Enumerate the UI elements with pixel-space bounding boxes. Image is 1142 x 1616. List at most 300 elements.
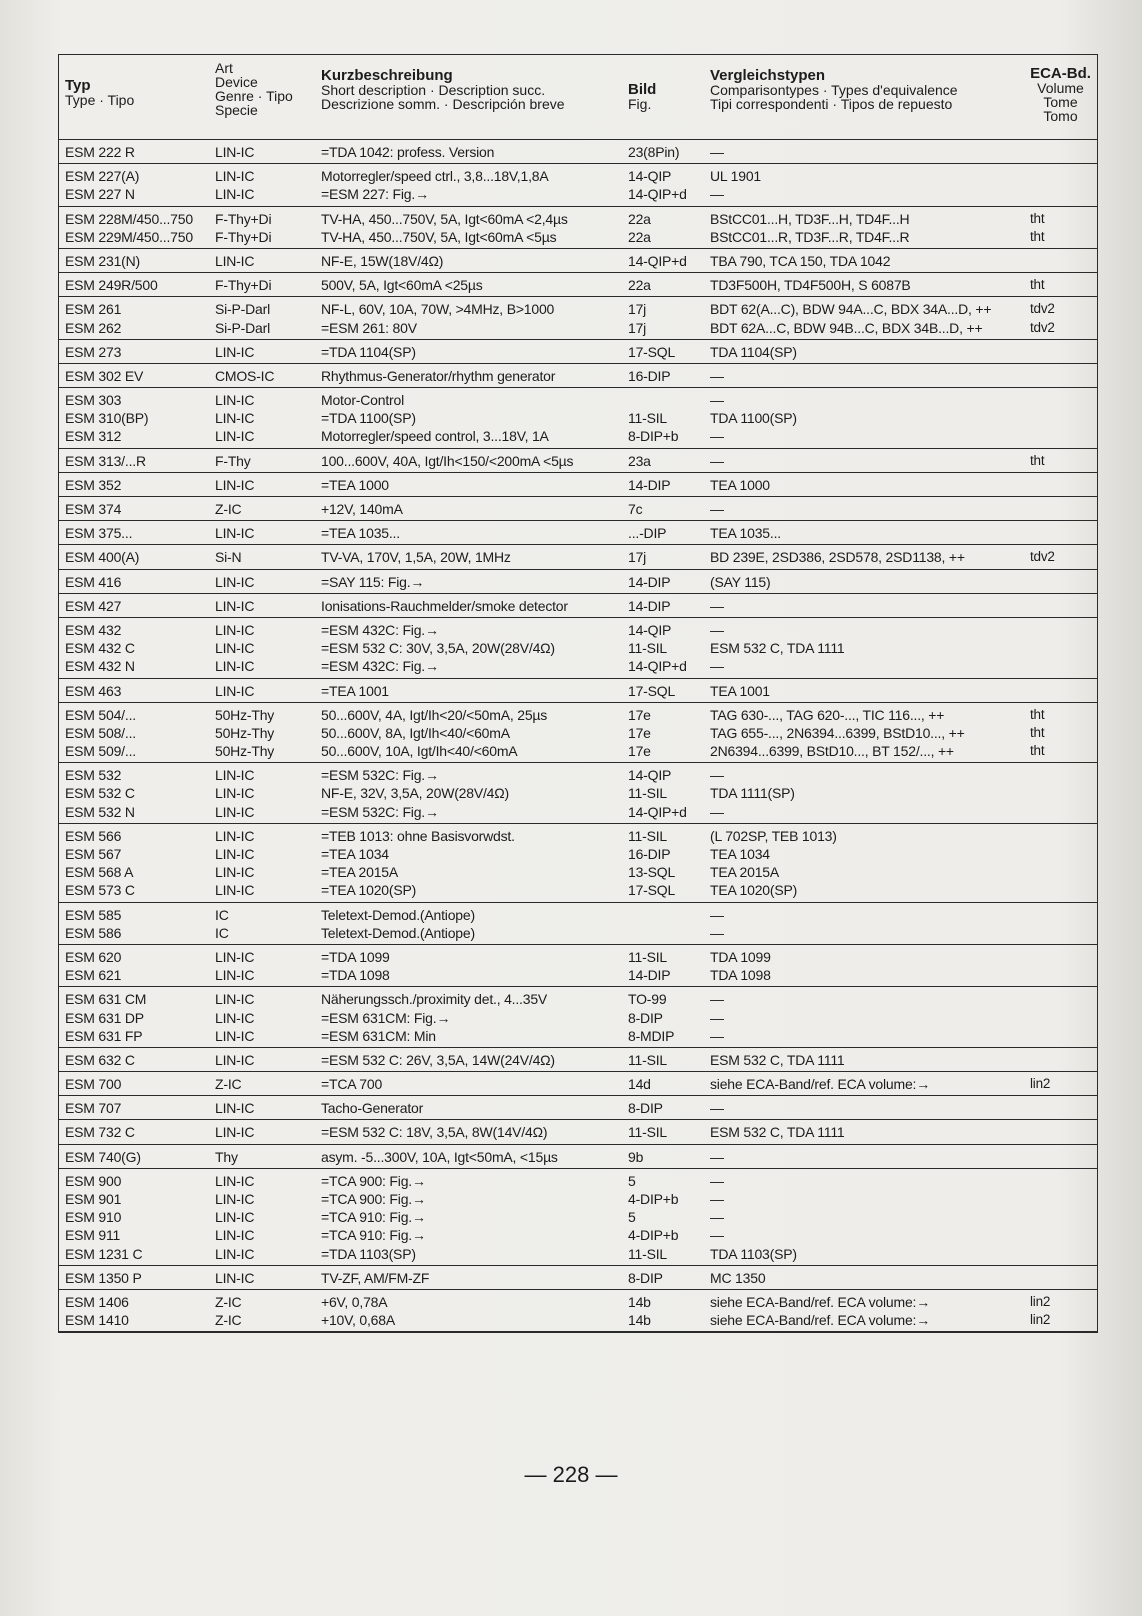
volume-cell: [1024, 990, 1097, 1045]
equivalent-cell-line: —: [710, 1172, 724, 1189]
volume-cell-line: [1030, 784, 1097, 802]
equivalent-cell-line: (SAY 115): [710, 573, 771, 590]
type-cell-line: ESM 901: [65, 1191, 122, 1207]
equivalent-cell: [704, 367, 1024, 385]
equivalent-cell-line: siehe ECA-Band/ref. ECA volume:→: [710, 1293, 931, 1310]
equivalent-cell: [704, 476, 1024, 494]
volume-cell: [1024, 1123, 1097, 1141]
type-cell-line: ESM 567: [65, 846, 122, 862]
header-art-sub3: Specie: [215, 102, 258, 118]
table-row: [59, 297, 1097, 339]
table-row: [59, 679, 1097, 703]
device-cell: [209, 1099, 315, 1117]
volume-cell-line: [1030, 1208, 1097, 1226]
equivalent-cell-line: BDT 62A...C, BDW 94B...C, BDX 34B...D, ++: [710, 319, 983, 336]
type-cell: [59, 476, 209, 494]
device-cell-line: LIN-IC: [215, 1009, 255, 1026]
table-row: [59, 249, 1097, 273]
device-cell-line: LIN-IC: [215, 525, 255, 542]
table-row: [59, 1266, 1097, 1290]
type-cell-line: ESM 222 R: [65, 144, 135, 160]
type-cell-line: ESM 374: [65, 501, 122, 517]
type-cell-line: ESM 900: [65, 1172, 122, 1189]
equivalent-cell: [704, 1172, 1024, 1263]
equivalent-cell-line: —: [710, 367, 724, 384]
description-cell-line: NF-E, 15W(18V/4Ω): [321, 252, 444, 269]
equivalent-cell-line: ESM 532 C, TDA 1111: [710, 640, 845, 657]
equivalent-cell-line: siehe ECA-Band/ref. ECA volume:→: [710, 1076, 931, 1093]
description-cell-line: TV-ZF, AM/FM-ZF: [321, 1269, 430, 1286]
volume-cell-line: [1030, 827, 1097, 845]
description-cell-line: Teletext-Demod.(Antiope): [321, 906, 475, 923]
figure-cell: [622, 1148, 704, 1166]
description-cell-line: Näherungssch./proximity det., 4...35V: [321, 991, 548, 1008]
figure-cell-line: 5: [628, 1209, 636, 1226]
description-cell-line: 50...600V, 4A, Igt/Ih<20/<50mA, 25µs: [321, 706, 548, 723]
description-cell: [315, 300, 622, 336]
equivalent-cell: [704, 300, 1024, 336]
table-row: [59, 570, 1097, 594]
description-cell: [315, 906, 622, 942]
description-cell-line: 50...600V, 10A, Igt/Ih<40/<60mA: [321, 743, 518, 760]
equivalent-cell: [704, 1051, 1024, 1069]
type-cell-line: ESM 631 CM: [65, 991, 147, 1008]
figure-cell-line: 23(8Pin): [628, 144, 680, 160]
header-bild-title: Bild: [628, 81, 657, 98]
description-cell: [315, 210, 622, 246]
equivalent-cell: [704, 706, 1024, 761]
figure-cell: [622, 252, 704, 270]
volume-cell: [1024, 391, 1097, 446]
device-cell-line: LIN-IC: [215, 991, 255, 1008]
equivalent-cell: [704, 548, 1024, 566]
type-cell: [59, 524, 209, 542]
description-cell: [315, 548, 622, 566]
device-cell: [209, 548, 315, 566]
figure-cell-line: 14-DIP: [628, 476, 671, 493]
description-cell-line: =TEA 1035...: [321, 525, 400, 542]
type-cell: [59, 1051, 209, 1069]
description-cell: [315, 682, 622, 700]
table-row: [59, 473, 1097, 497]
description-cell-line: Ionisations-Rauchmelder/smoke detector: [321, 597, 568, 614]
equivalent-cell: [704, 1148, 1024, 1166]
device-cell: [209, 573, 315, 591]
device-cell: [209, 827, 315, 900]
type-cell: [59, 143, 209, 161]
device-cell: [209, 706, 315, 761]
type-cell-line: ESM 229M/450...750: [65, 228, 193, 245]
equivalent-cell-line: 2N6394...6399, BStD10..., BT 152/..., ++: [710, 743, 954, 760]
table-row: [59, 1290, 1097, 1332]
description-cell-line: =TDA 1100(SP): [321, 410, 416, 427]
type-cell-line: ESM 400(A): [65, 549, 140, 566]
description-cell: [315, 1269, 622, 1287]
type-cell: [59, 1075, 209, 1093]
description-cell-line: =ESM 261: 80V: [321, 319, 417, 336]
volume-cell-line: [1030, 966, 1097, 984]
table-row: [59, 340, 1097, 364]
figure-cell-line: TO-99: [628, 991, 667, 1008]
description-cell-line: Motorregler/speed control, 3...18V, 1A: [321, 428, 549, 445]
description-cell: [315, 948, 622, 984]
volume-cell-line: [1030, 597, 1097, 615]
device-cell-line: LIN-IC: [215, 476, 255, 493]
figure-cell: [622, 210, 704, 246]
description-cell: [315, 452, 622, 470]
equivalent-cell: [704, 391, 1024, 446]
volume-cell: [1024, 1269, 1097, 1287]
type-cell: [59, 1148, 209, 1166]
figure-cell-line: [628, 391, 704, 409]
type-cell-line: ESM 568 A: [65, 864, 134, 881]
description-cell-line: =ESM 532 C: 26V, 3,5A, 14W(24V/4Ω): [321, 1051, 555, 1068]
table-row: [59, 1145, 1097, 1169]
device-cell-line: F-Thy+Di: [215, 228, 272, 245]
equivalent-cell: [704, 990, 1024, 1045]
equivalent-cell-line: ESM 532 C, TDA 1111: [710, 1051, 845, 1068]
device-cell: [209, 367, 315, 385]
type-cell-line: ESM 573 C: [65, 882, 135, 899]
type-cell: [59, 621, 209, 676]
equivalent-cell-line: —: [710, 144, 724, 160]
figure-cell-line: 13-SQL: [628, 864, 676, 881]
description-cell: [315, 990, 622, 1045]
description-cell: [315, 167, 622, 203]
figure-cell-line: 8-DIP: [628, 1269, 663, 1286]
type-cell-line: ESM 740(G): [65, 1148, 141, 1165]
type-cell: [59, 827, 209, 900]
device-cell: [209, 1172, 315, 1263]
volume-cell-line: tdv2: [1030, 319, 1055, 335]
device-cell: [209, 343, 315, 361]
type-cell-line: ESM 262: [65, 319, 122, 336]
figure-cell-line: 11-SIL: [628, 948, 668, 965]
equivalent-cell-line: TEA 1001: [710, 682, 770, 699]
volume-cell-line: [1030, 881, 1097, 899]
description-cell: [315, 343, 622, 361]
equivalent-cell-line: TDA 1111(SP): [710, 785, 795, 802]
equivalent-cell: [704, 621, 1024, 676]
table-row: [59, 388, 1097, 449]
equivalent-cell-line: TD3F500H, TD4F500H, S 6087B: [710, 277, 911, 294]
description-cell-line: =TCA 910: Fig.→: [321, 1209, 426, 1226]
description-cell: [315, 621, 622, 676]
type-cell-line: ESM 416: [65, 573, 122, 590]
figure-cell-line: 11-SIL: [628, 827, 668, 844]
figure-cell-line: 14-DIP: [628, 967, 671, 984]
device-cell: [209, 1075, 315, 1093]
equivalent-cell: [704, 906, 1024, 942]
equivalent-cell-line: —: [710, 803, 724, 820]
figure-cell: [622, 682, 704, 700]
volume-cell-line: tdv2: [1030, 549, 1055, 565]
data-table: [58, 54, 1098, 1333]
volume-cell-line: [1030, 621, 1097, 639]
table-body: [59, 140, 1097, 1332]
type-cell-line: ESM 532 N: [65, 803, 135, 820]
type-cell: [59, 452, 209, 470]
device-cell-line: IC: [215, 906, 229, 923]
device-cell-line: CMOS-IC: [215, 367, 275, 384]
type-cell-line: ESM 463: [65, 682, 122, 699]
device-cell-line: Si-N: [215, 549, 242, 566]
device-cell-line: 50Hz-Thy: [215, 706, 275, 723]
device-cell-line: F-Thy+Di: [215, 210, 272, 227]
header-eca-title: ECA-Bd.: [1030, 65, 1091, 82]
table-row: [59, 545, 1097, 569]
volume-cell-line: [1030, 766, 1097, 784]
equivalent-cell-line: —: [710, 1009, 724, 1026]
device-cell: [209, 682, 315, 700]
type-cell-line: ESM 586: [65, 924, 122, 941]
volume-cell-line: tht: [1030, 210, 1045, 226]
figure-cell-line: 14-QIP+d: [628, 186, 687, 203]
type-cell: [59, 548, 209, 566]
device-cell-line: LIN-IC: [215, 785, 255, 802]
device-cell-line: LIN-IC: [215, 621, 255, 638]
figure-cell-line: 4-DIP+b: [628, 1191, 679, 1207]
type-cell-line: ESM 532 C: [65, 785, 135, 802]
device-cell: [209, 1269, 315, 1287]
figure-cell: [622, 706, 704, 761]
table-row: [59, 1048, 1097, 1072]
type-cell: [59, 167, 209, 203]
header-art: [209, 55, 315, 139]
table-row: [59, 164, 1097, 206]
device-cell: [209, 143, 315, 161]
figure-cell-line: 8-DIP+b: [628, 428, 679, 445]
type-cell-line: ESM 1406: [65, 1293, 129, 1310]
type-cell-line: ESM 532: [65, 767, 122, 784]
description-cell: [315, 1051, 622, 1069]
equivalent-cell-line: MC 1350: [710, 1269, 766, 1286]
figure-cell-line: 16-DIP: [628, 367, 671, 384]
equivalent-cell: [704, 766, 1024, 821]
header-bild: [622, 55, 704, 139]
figure-cell: [622, 1123, 704, 1141]
device-cell-line: Si-P-Darl: [215, 301, 270, 318]
device-cell-line: IC: [215, 924, 229, 941]
volume-cell-line: [1030, 639, 1097, 657]
description-cell-line: Teletext-Demod.(Antiope): [321, 924, 475, 941]
device-cell-line: LIN-IC: [215, 343, 255, 360]
figure-cell-line: 17e: [628, 743, 651, 760]
volume-cell-line: [1030, 367, 1097, 385]
table-row: [59, 1169, 1097, 1266]
equivalent-cell: [704, 1269, 1024, 1287]
volume-cell: [1024, 1172, 1097, 1263]
header-vergleich-sub1: Comparisontypes · Types d'equivalence: [710, 82, 958, 98]
description-cell-line: NF-E, 32V, 3,5A, 20W(28V/4Ω): [321, 785, 509, 802]
figure-cell: [622, 766, 704, 821]
table-row: [59, 987, 1097, 1048]
volume-cell-line: tht: [1030, 724, 1045, 740]
description-cell-line: +12V, 140mA: [321, 501, 403, 517]
volume-cell-line: tht: [1030, 706, 1045, 722]
device-cell-line: LIN-IC: [215, 410, 255, 427]
equivalent-cell: [704, 948, 1024, 984]
figure-cell: [622, 906, 704, 942]
table-row: [59, 1120, 1097, 1144]
figure-cell-line: [628, 906, 704, 924]
figure-cell-line: 17j: [628, 319, 647, 336]
type-cell-line: ESM 732 C: [65, 1124, 135, 1141]
table-row: [59, 140, 1097, 164]
type-cell-line: ESM 310(BP): [65, 410, 149, 427]
volume-cell-line: [1030, 906, 1097, 924]
type-cell-line: ESM 621: [65, 967, 122, 984]
volume-cell: [1024, 252, 1097, 270]
equivalent-cell-line: —: [710, 924, 724, 941]
description-cell-line: =TDA 1099: [321, 948, 390, 965]
description-cell: [315, 143, 622, 161]
figure-cell-line: 11-SIL: [628, 410, 668, 427]
equivalent-cell-line: BDT 62(A...C), BDW 94A...C, BDX 34A...D, ++: [710, 301, 992, 318]
volume-cell-line: [1030, 845, 1097, 863]
volume-cell-line: [1030, 167, 1097, 185]
volume-cell-line: tht: [1030, 277, 1045, 293]
header-art-sub1: Device: [215, 74, 258, 90]
device-cell-line: LIN-IC: [215, 948, 255, 965]
equivalent-cell-line: TDA 1098: [710, 967, 771, 984]
table-row: [59, 364, 1097, 388]
volume-cell-line: tht: [1030, 228, 1045, 244]
header-vergleich-title: Vergleichstypen: [710, 67, 826, 84]
table-row: [59, 594, 1097, 618]
device-cell-line: F-Thy: [215, 452, 251, 469]
header-vergleich: [704, 55, 1024, 139]
table-row: [59, 945, 1097, 987]
figure-cell-line: 8-DIP: [628, 1100, 663, 1117]
description-cell-line: NF-L, 60V, 10A, 70W, >4MHz, B>1000: [321, 301, 555, 318]
header-art-title: Art: [215, 60, 233, 76]
type-cell-line: ESM 504/...: [65, 706, 136, 723]
type-cell-line: ESM 227(A): [65, 168, 140, 185]
figure-cell-line: 17-SQL: [628, 343, 676, 360]
device-cell: [209, 1123, 315, 1141]
type-cell-line: ESM 352: [65, 476, 122, 493]
type-cell-line: ESM 566: [65, 827, 122, 844]
device-cell-line: LIN-IC: [215, 682, 255, 699]
equivalent-cell-line: ESM 532 C, TDA 1111: [710, 1124, 845, 1141]
device-cell: [209, 621, 315, 676]
equivalent-cell-line: TAG 630-..., TAG 620-..., TIC 116..., ++: [710, 706, 945, 723]
equivalent-cell-line: —: [710, 186, 724, 203]
description-cell-line: asym. -5...300V, 10A, Igt<50mA, <15µs: [321, 1148, 558, 1165]
figure-cell: [622, 367, 704, 385]
description-cell-line: 100...600V, 40A, Igt/Ih<150/<200mA <5µs: [321, 452, 574, 469]
figure-cell: [622, 167, 704, 203]
volume-cell: [1024, 548, 1097, 566]
page-number: — 228 —: [524, 1462, 618, 1487]
device-cell: [209, 210, 315, 246]
device-cell-line: F-Thy+Di: [215, 277, 272, 294]
description-cell: [315, 276, 622, 294]
description-cell-line: =TEA 2015A: [321, 864, 399, 881]
volume-cell-line: [1030, 1226, 1097, 1244]
description-cell: [315, 367, 622, 385]
description-cell-line: TV-VA, 170V, 1,5A, 20W, 1MHz: [321, 549, 511, 566]
table-header: [59, 55, 1097, 140]
volume-cell-line: [1030, 990, 1097, 1008]
device-cell: [209, 1148, 315, 1166]
figure-cell-line: 22a: [628, 210, 651, 227]
volume-cell: [1024, 300, 1097, 336]
description-cell-line: =TCA 900: Fig.→: [321, 1191, 426, 1207]
figure-cell-line: 8-DIP: [628, 1009, 663, 1026]
volume-cell: [1024, 452, 1097, 470]
description-cell-line: =TDA 1103(SP): [321, 1245, 416, 1262]
type-cell-line: ESM 631 DP: [65, 1009, 144, 1026]
volume-cell-line: [1030, 143, 1097, 161]
equivalent-cell: [704, 343, 1024, 361]
type-cell: [59, 276, 209, 294]
volume-cell: [1024, 343, 1097, 361]
volume-cell: [1024, 500, 1097, 518]
device-cell: [209, 167, 315, 203]
type-cell-line: ESM 432: [65, 621, 122, 638]
equivalent-cell: [704, 452, 1024, 470]
device-cell-line: Si-P-Darl: [215, 319, 270, 336]
figure-cell: [622, 452, 704, 470]
volume-cell: [1024, 827, 1097, 900]
volume-cell-line: [1030, 1123, 1097, 1141]
description-cell: [315, 1148, 622, 1166]
type-cell-line: ESM 1350 P: [65, 1269, 142, 1286]
device-cell-line: LIN-IC: [215, 1100, 255, 1117]
figure-cell-line: 14b: [628, 1293, 651, 1310]
type-cell-line: ESM 509/...: [65, 743, 136, 760]
equivalent-cell: [704, 1099, 1024, 1117]
figure-cell-line: 14-QIP+d: [628, 658, 687, 675]
description-cell-line: Motor-Control: [321, 392, 404, 409]
figure-cell-line: 11-SIL: [628, 1051, 668, 1068]
type-cell: [59, 300, 209, 336]
device-cell-line: LIN-IC: [215, 168, 255, 185]
type-cell: [59, 252, 209, 270]
figure-cell: [622, 990, 704, 1045]
header-kurz: [315, 55, 622, 139]
equivalent-cell-line: —: [710, 767, 724, 784]
header-kurz-sub1: Short description · Description succ.: [321, 82, 546, 98]
figure-cell: [622, 476, 704, 494]
type-cell: [59, 1123, 209, 1141]
volume-cell: [1024, 524, 1097, 542]
device-cell-line: LIN-IC: [215, 1227, 255, 1244]
device-cell-line: LIN-IC: [215, 658, 255, 675]
description-cell-line: =TEA 1020(SP): [321, 882, 417, 899]
device-cell-line: Z-IC: [215, 1293, 242, 1310]
equivalent-cell-line: TEA 1035...: [710, 525, 781, 542]
equivalent-cell-line: —: [710, 597, 724, 614]
figure-cell-line: 14-QIP+d: [628, 252, 687, 269]
type-cell-line: ESM 508/...: [65, 724, 136, 741]
header-bild-sub: Fig.: [628, 96, 652, 112]
equivalent-cell: [704, 210, 1024, 246]
header-eca-sub3: Tomo: [1043, 108, 1078, 124]
volume-cell-line: [1030, 657, 1097, 675]
figure-cell-line: 22a: [628, 277, 651, 294]
device-cell-line: LIN-IC: [215, 186, 255, 203]
device-cell-line: 50Hz-Thy: [215, 724, 275, 741]
type-cell: [59, 367, 209, 385]
description-cell: [315, 1075, 622, 1093]
device-cell: [209, 1051, 315, 1069]
device-cell-line: LIN-IC: [215, 640, 255, 657]
description-cell-line: =ESM 532 C: 30V, 3,5A, 20W(28V/4Ω): [321, 640, 555, 657]
description-cell-line: TV-HA, 450...750V, 5A, Igt<60mA <2,4µs: [321, 210, 568, 227]
